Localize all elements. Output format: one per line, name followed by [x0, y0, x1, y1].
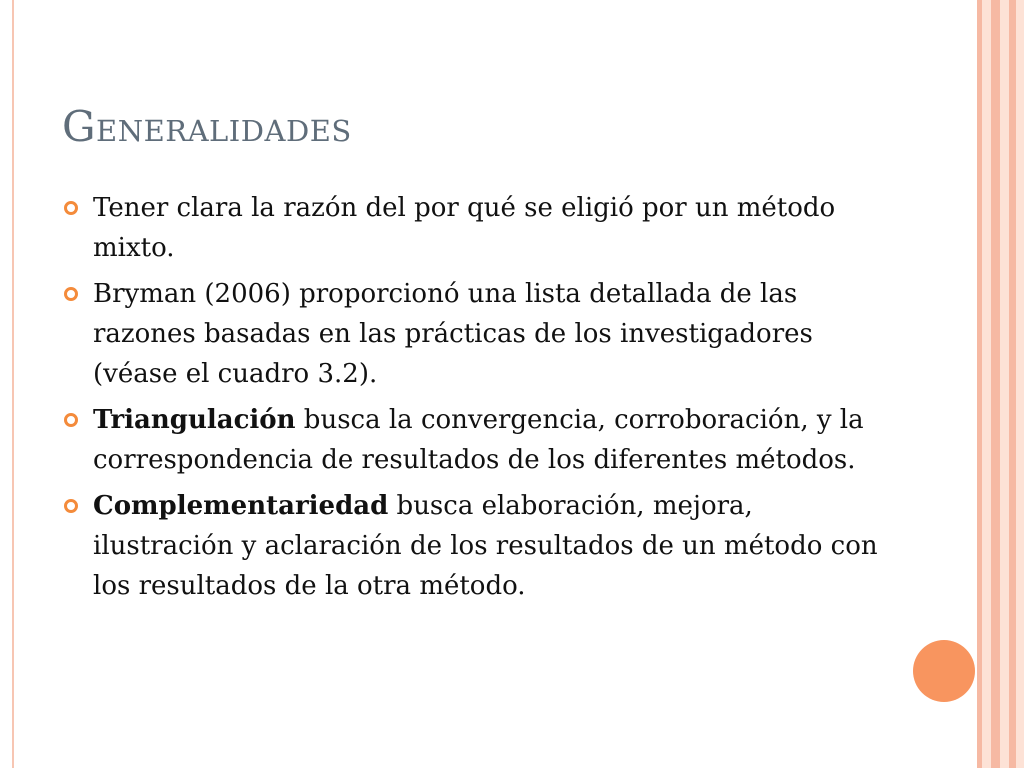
circle-bullet-icon [64, 413, 78, 427]
right-stripe [1000, 0, 1009, 768]
bullet-term: Complementariedad [93, 491, 389, 521]
bullet-text: busca elaboración, mejora, ilustración y aclaración de los resultados de un método con los resultados de la otra método. [93, 491, 878, 601]
bullet-list [64, 188, 884, 612]
right-stripe [982, 0, 991, 768]
circle-bullet-icon [64, 499, 78, 513]
left-border-line [12, 0, 14, 768]
bullet-term: Triangulación [93, 405, 296, 435]
bullet-item [64, 188, 884, 268]
circle-bullet-icon [64, 287, 78, 301]
bullet-item [64, 274, 884, 394]
circle-bullet-icon [64, 201, 78, 215]
right-stripe [991, 0, 1000, 768]
orange-circle-decoration-icon [913, 640, 975, 702]
bullet-item [64, 400, 884, 480]
right-stripe [1009, 0, 1016, 768]
bullet-text: Bryman (2006) proporcionó una lista detallada de las razones basadas en las prácticas de los investigadores (véase el cuadro 3.2). [93, 279, 813, 389]
bullet-item [64, 486, 884, 606]
slide-title: Generalidades [62, 102, 352, 151]
bullet-text: busca la convergencia, corroboración, y la correspondencia de resultados de los diferentes métodos. [93, 405, 864, 475]
bullet-text: Tener clara la razón del por qué se eligió por un método mixto. [93, 193, 836, 263]
right-stripe [1016, 0, 1024, 768]
